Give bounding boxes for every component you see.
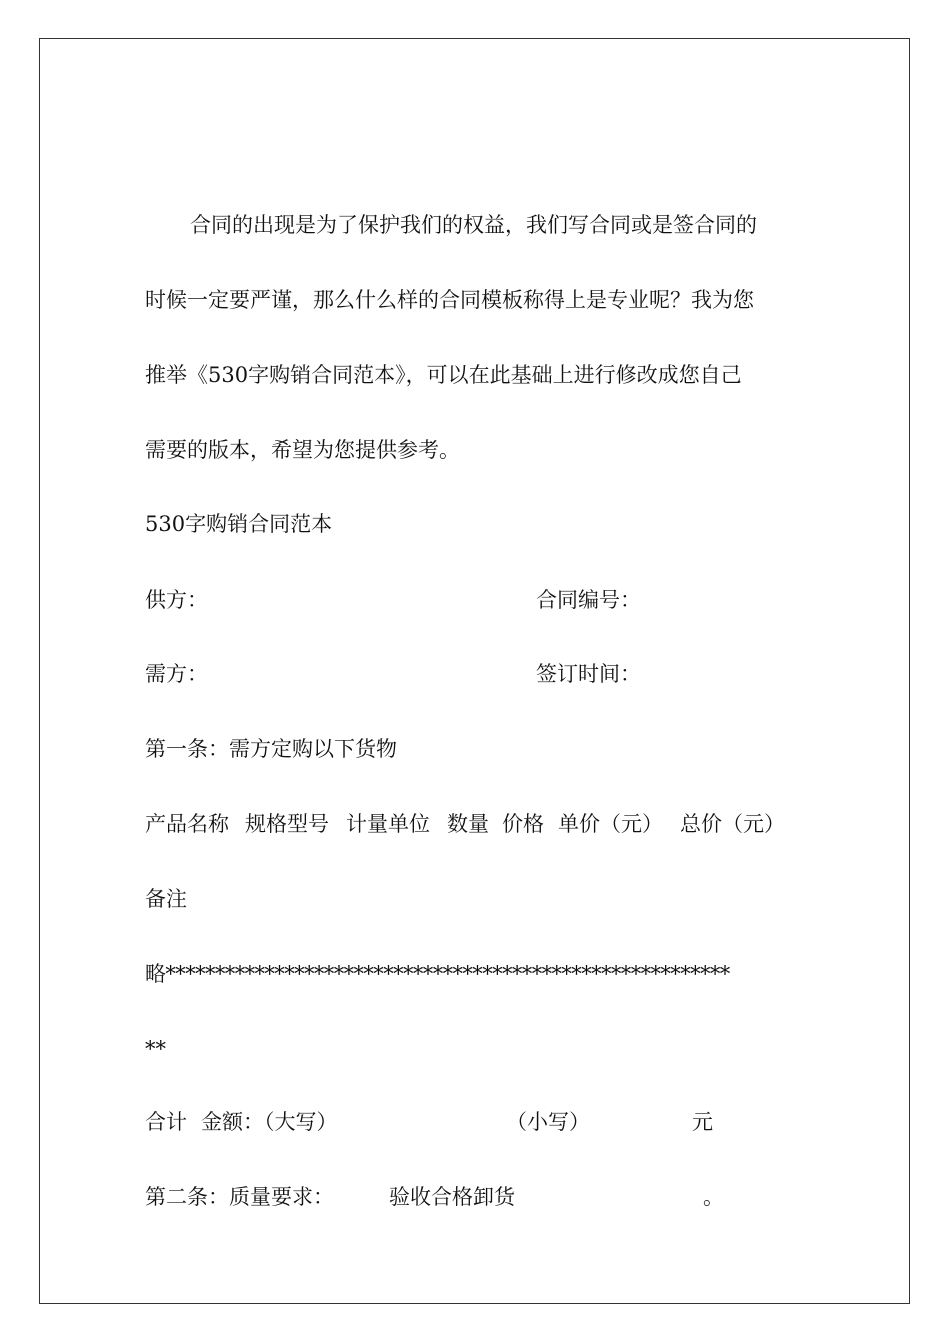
omitted-line-2: ** (145, 1037, 166, 1061)
table-header-spec-model: 规格型号 (245, 812, 329, 836)
quality-requirement-value: 验收合格卸货 (389, 1185, 515, 1209)
remark-label: 备注 (145, 887, 187, 911)
intro-line-3: 推举《530字购销合同范本》，可以在此基础上进行修改成您自己 (145, 363, 742, 387)
table-header-quantity: 数量 (447, 812, 489, 836)
table-header-price: 价格 (502, 812, 544, 836)
omitted-line-1: 略********************************************************* (145, 962, 730, 986)
total-label: 合计 (145, 1110, 187, 1134)
amount-lowercase-label: （小写） (506, 1110, 590, 1134)
contract-number-label: 合同编号： (536, 588, 641, 612)
document-title: 530字购销合同范本 (145, 512, 333, 536)
amount-uppercase-label: 金额：（大写） (201, 1110, 338, 1134)
buyer-label: 需方： (145, 662, 208, 686)
intro-line-4: 需要的版本，希望为您提供参考。 (145, 438, 460, 462)
table-header-unit-price: 单价（元） (558, 812, 663, 836)
supplier-label: 供方： (145, 588, 208, 612)
table-header-unit: 计量单位 (346, 812, 430, 836)
currency-unit: 元 (692, 1110, 713, 1134)
intro-line-2: 时候一定要严谨，那么什么样的合同模板称得上是专业呢？我为您 (145, 288, 754, 312)
table-header-total-price: 总价（元） (680, 812, 785, 836)
signing-time-label: 签订时间： (536, 662, 641, 686)
table-header-product-name: 产品名称 (145, 812, 229, 836)
article-1-heading: 第一条：需方定购以下货物 (145, 737, 397, 761)
article-2-heading: 第二条：质量要求： (145, 1185, 334, 1209)
intro-line-1: 合同的出现是为了保护我们的权益，我们写合同或是签合同的 (190, 213, 757, 237)
article-2-end-mark: 。 (703, 1185, 724, 1209)
